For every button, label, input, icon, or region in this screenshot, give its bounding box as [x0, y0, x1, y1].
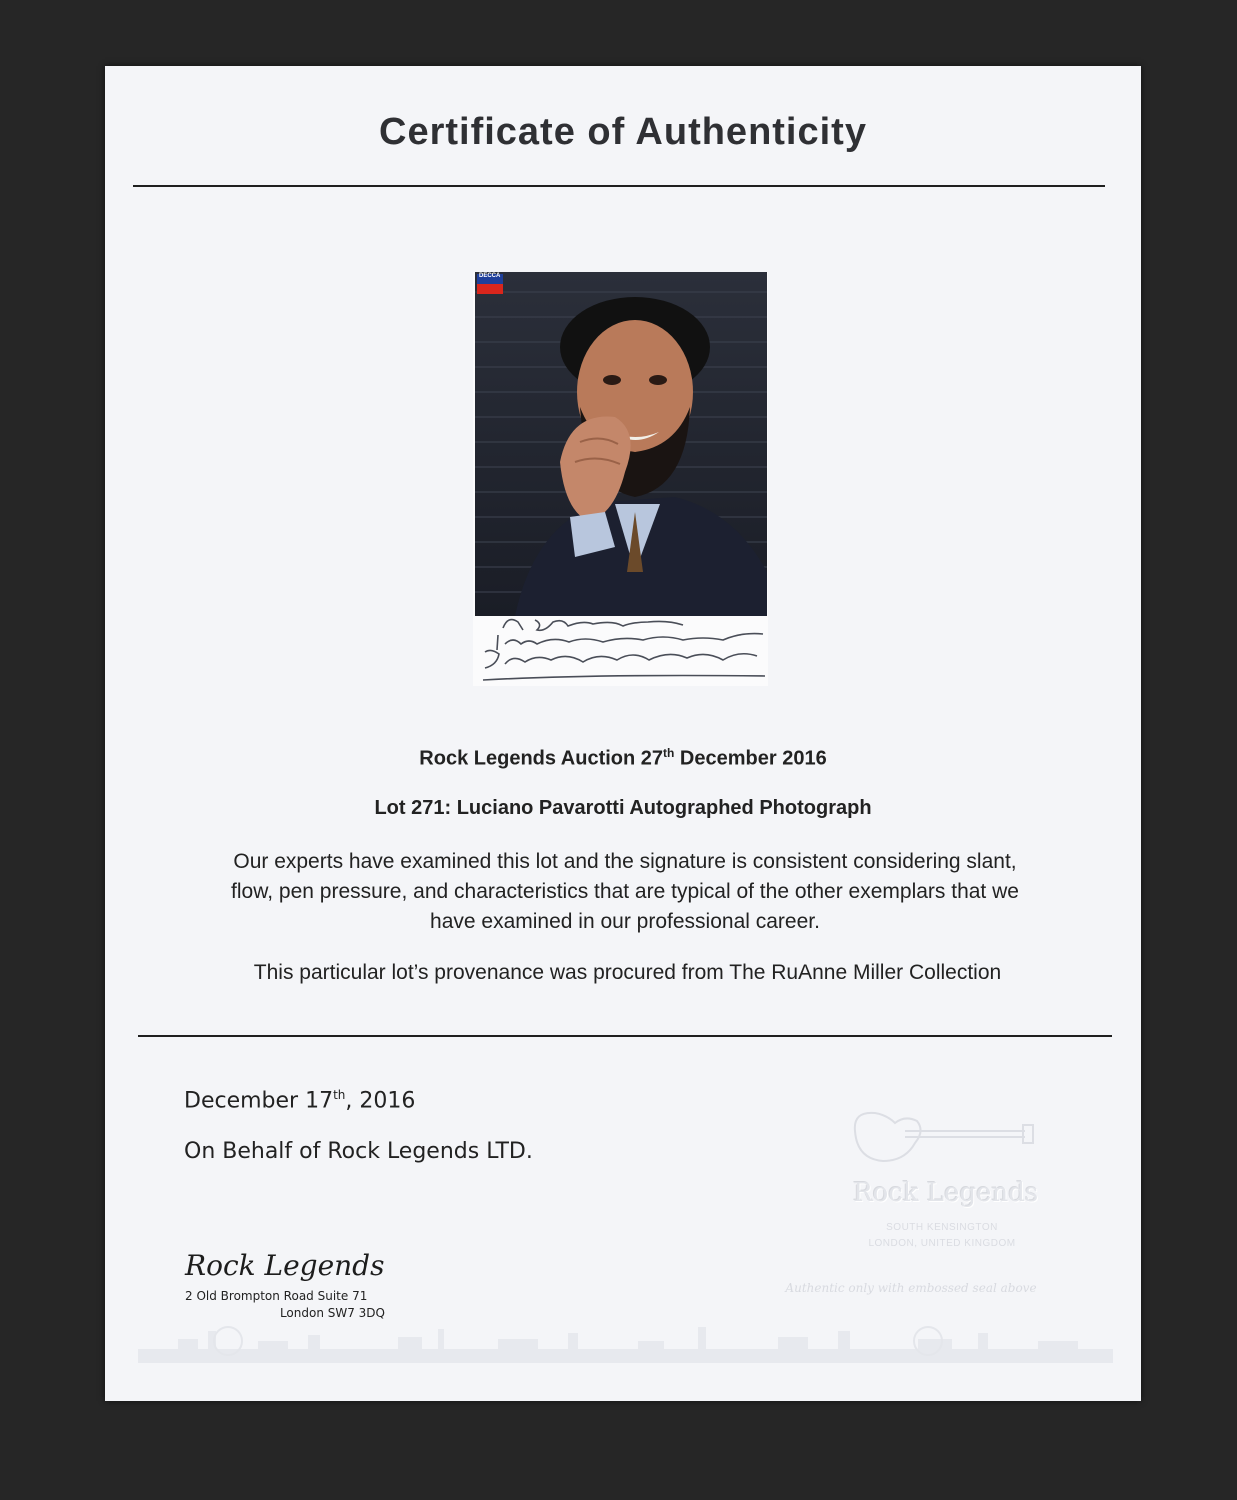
date-sup: th: [333, 1088, 346, 1102]
address-line2: London SW7 3DQ: [279, 1306, 385, 1320]
provenance-statement: This particular lot’s provenance was procured from The RuAnne Miller Collection: [253, 961, 1002, 984]
emboss-note: Authentic only with embossed seal above: [785, 1281, 1037, 1295]
middle-divider: [138, 1035, 1112, 1037]
brand-wordmark: Rock Legends: [185, 1249, 385, 1282]
emboss-line1: SOUTH KENSINGTON: [886, 1222, 998, 1233]
auction-prefix: Rock Legends Auction 27: [419, 747, 664, 770]
certificate-date: [184, 1088, 415, 1113]
portrait-photo: [475, 272, 767, 616]
date-prefix: December 17: [184, 1088, 334, 1114]
emboss-brand: Rock Legends: [853, 1178, 1039, 1208]
date-suffix: , 2016: [345, 1088, 416, 1114]
statement-line2: flow, pen pressure, and characteristics that are typical of the other exemplars that we: [231, 880, 1019, 903]
statement-line3: have examined in our professional career.: [430, 910, 820, 933]
certificate-title: Certificate of Authenticity: [379, 111, 867, 153]
handwritten-signature: [473, 610, 768, 691]
emboss-line2: LONDON, UNITED KINGDOM: [868, 1238, 1016, 1249]
company-address: [185, 1288, 385, 1322]
london-skyline-watermark: [138, 1321, 1113, 1363]
decca-badge: DECCA: [479, 273, 501, 279]
lot-heading: Lot 271: Luciano Pavarotti Autographed Photograph: [374, 797, 872, 819]
auction-heading: [105, 746, 1141, 771]
top-divider: [133, 185, 1105, 187]
certificate-sheet: [105, 66, 1141, 1401]
statement-line1: Our experts have examined this lot and the signature is consistent considering slant,: [233, 850, 1017, 873]
auction-sup: th: [663, 746, 675, 760]
guitar-emboss-icon: [845, 1101, 1035, 1171]
emboss-location: [847, 1220, 1037, 1252]
auction-suffix: December 2016: [674, 747, 827, 770]
authentication-statement: [165, 847, 1085, 937]
autographed-photo: [473, 272, 768, 686]
on-behalf-line: On Behalf of Rock Legends LTD.: [184, 1139, 533, 1164]
address-line1: 2 Old Brompton Road Suite 71: [185, 1289, 368, 1303]
